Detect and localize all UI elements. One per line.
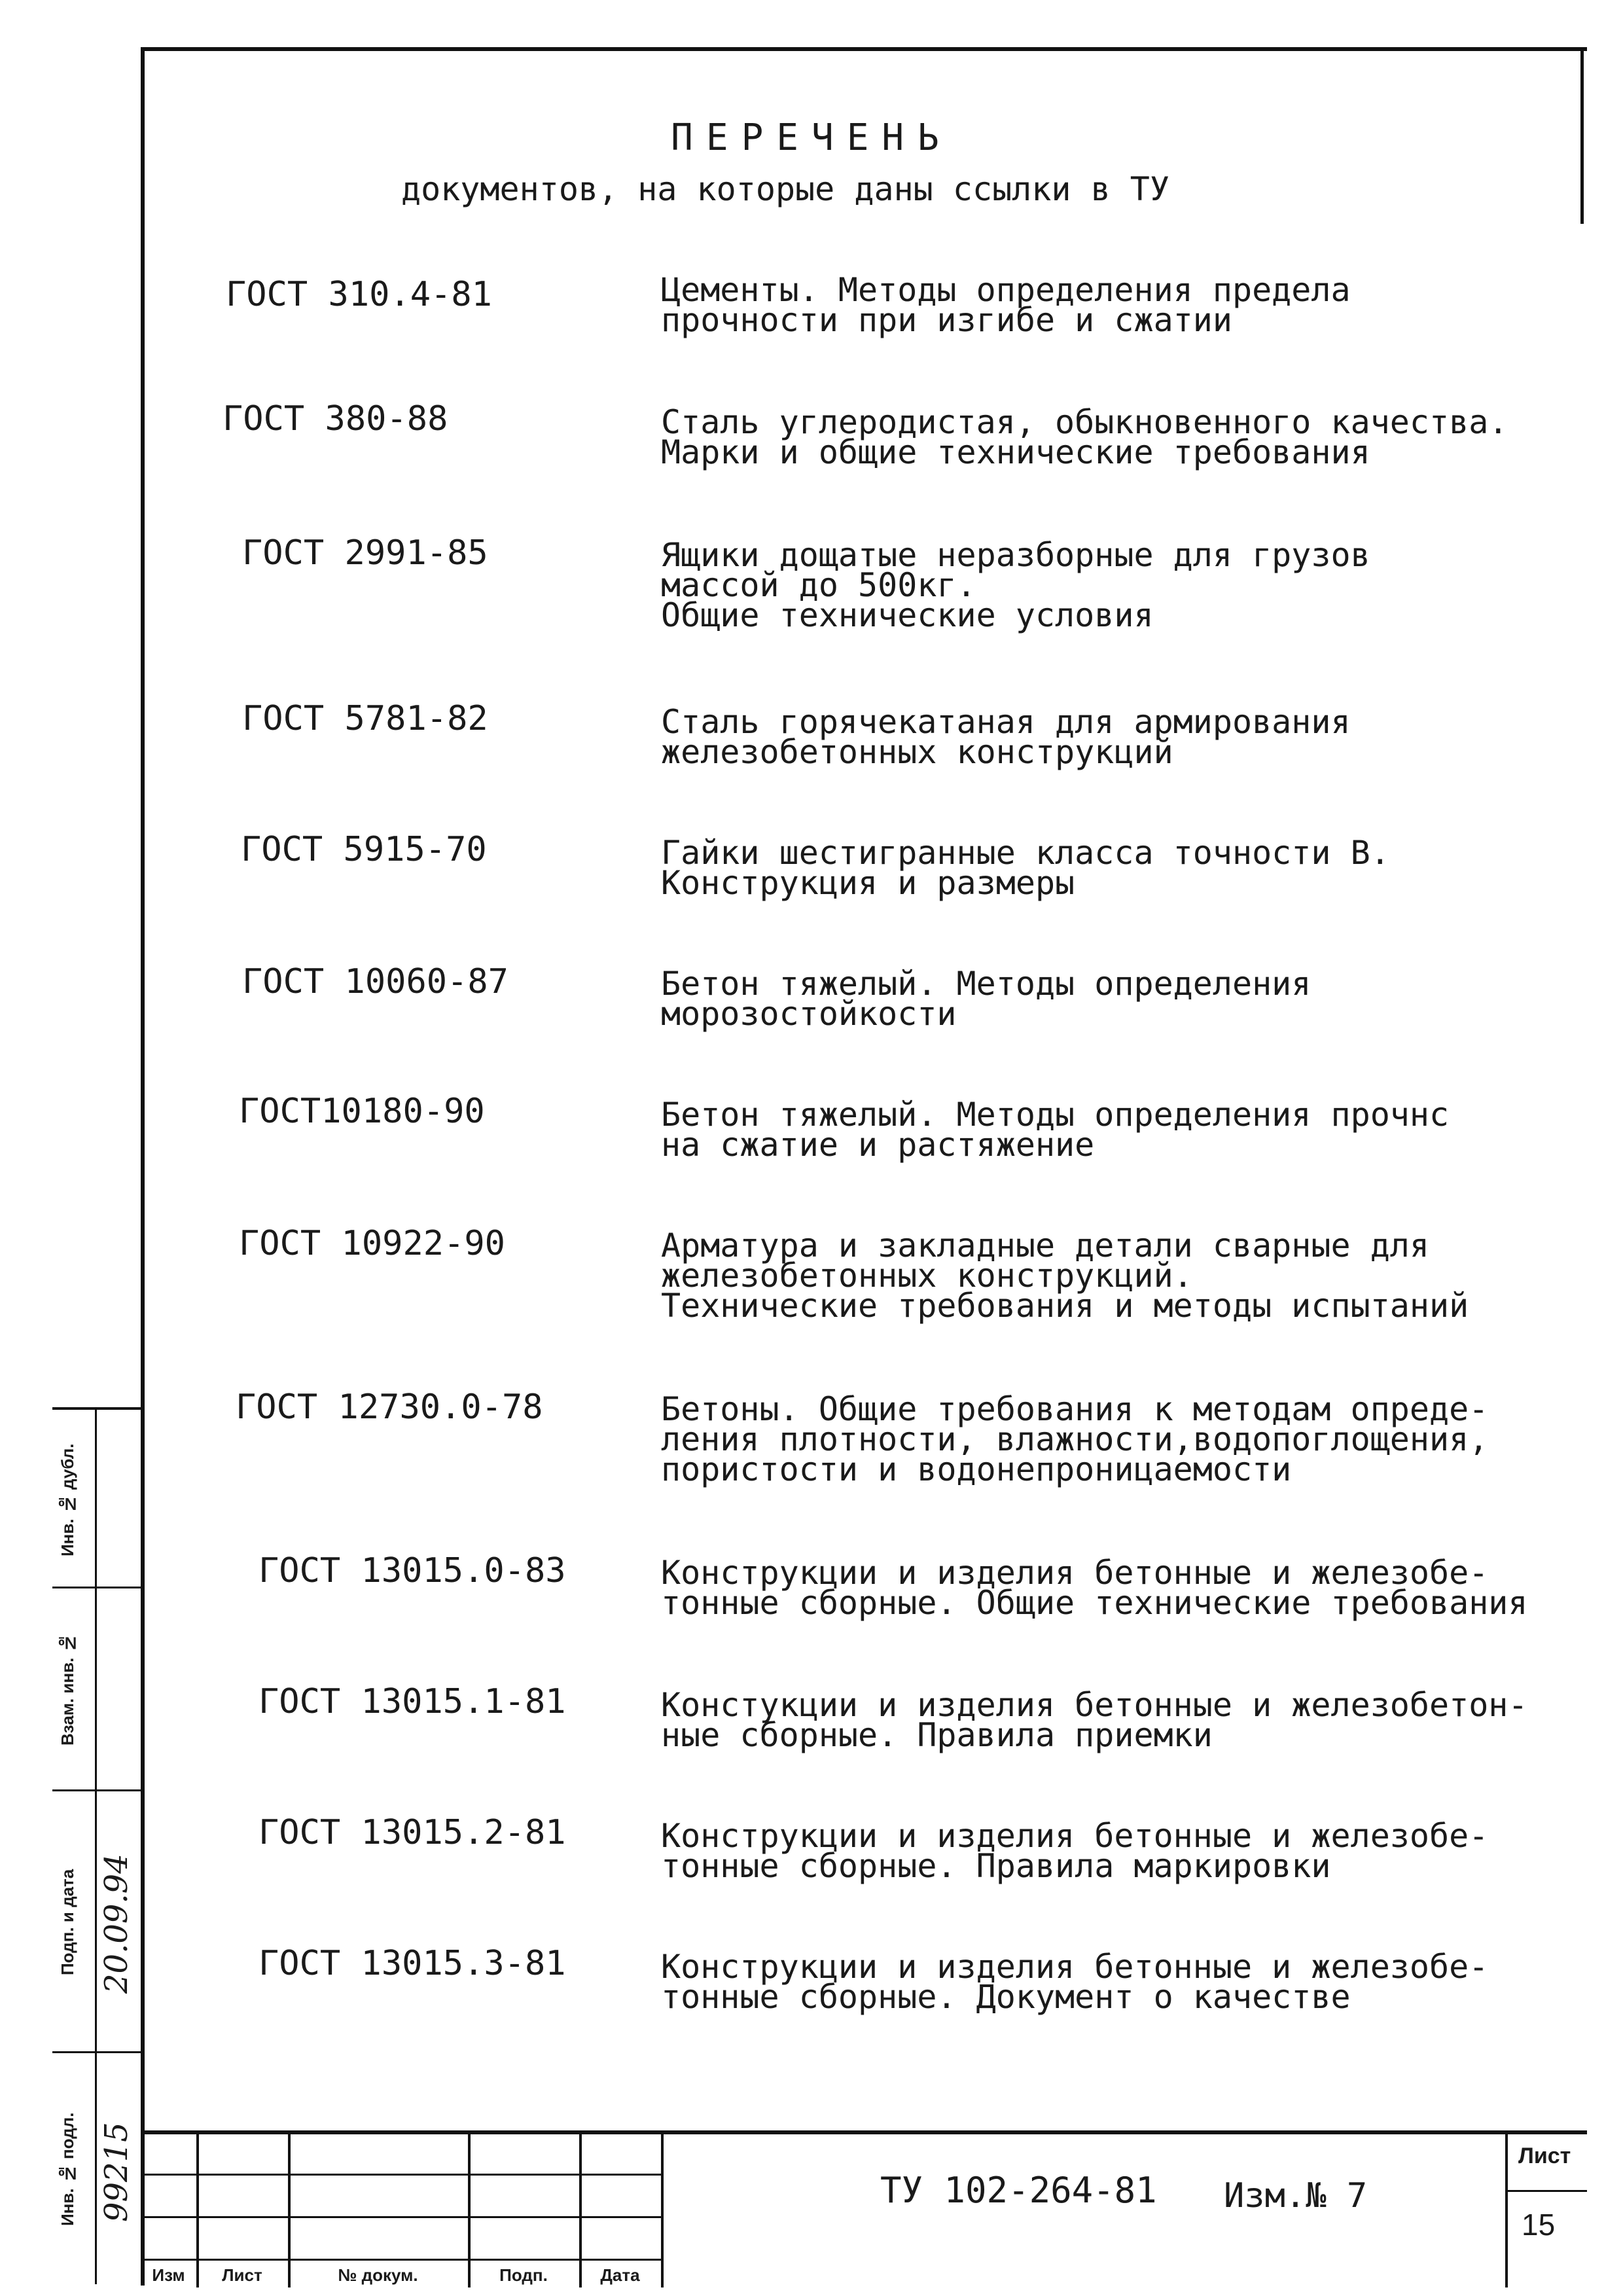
title-block-rule xyxy=(579,2134,582,2287)
entry-code: ГОСТ 12730.0-78 xyxy=(236,1388,543,1427)
side-label-vzam-inv: Взам. инв. № xyxy=(58,1633,77,1746)
entry-desc: Сталь углеродистая, обыкновенного качества. Марки и общие технические требования xyxy=(661,403,1508,471)
handwritten-sign-date: 20.09.94 xyxy=(98,1854,135,1994)
change-number: Изм.№ 7 xyxy=(1224,2176,1368,2215)
side-label-inv-podl: Инв. № подл. xyxy=(58,2112,77,2226)
document-subtitle: документов, на которые даны ссылки в ТУ xyxy=(401,170,1169,208)
tb-header-sign: Подп. xyxy=(499,2265,548,2285)
entry-desc: Бетоны. Общие требования к методам опреде- ления плотности, влажности,водопоглощения, пористости и водонепроницаемости xyxy=(661,1390,1489,1488)
entry-code: ГОСТ 13015.2-81 xyxy=(259,1813,566,1852)
entry-desc: Бетон тяжелый. Методы определения морозостойкости xyxy=(661,965,1311,1033)
entry-code: ГОСТ 5781-82 xyxy=(242,699,488,738)
entry-code: ГОСТ 10060-87 xyxy=(242,962,508,1001)
handwritten-inv-no: 99215 xyxy=(98,2122,135,2223)
side-stamp xyxy=(52,1407,141,2284)
title-block-rule xyxy=(1505,2134,1508,2287)
sheet-number: 15 xyxy=(1522,2208,1556,2242)
side-stamp-divider xyxy=(52,1587,141,1588)
title-block-rule xyxy=(288,2134,291,2287)
tb-header-izm: Изм xyxy=(152,2265,185,2285)
entry-desc: Сталь горячекатаная для армирования железобетонных конструкций xyxy=(661,703,1351,771)
entry-code: ГОСТ 5915-70 xyxy=(241,830,487,869)
entry-code: ГОСТ 13015.1-81 xyxy=(259,1682,566,1721)
title-block-rule xyxy=(141,2174,661,2176)
title-block-rule xyxy=(141,2216,661,2218)
entry-code: ГОСТ 380-88 xyxy=(223,399,448,439)
entry-desc: Цементы. Методы определения предела прочности при изгибе и сжатии xyxy=(661,271,1351,339)
entry-code: ГОСТ 310.4-81 xyxy=(226,275,492,314)
entry-code: ГОСТ 2991-85 xyxy=(242,533,488,573)
entry-code: ГОСТ 13015.0-83 xyxy=(259,1551,566,1590)
document-title: ПЕРЕЧЕНЬ xyxy=(671,117,952,159)
entry-desc: Бетон тяжелый. Методы определения прочнс на сжатие и растяжение xyxy=(661,1096,1450,1164)
entry-desc: Конструкции и изделия бетонные и железобе- тонные сборные. Документ о качестве xyxy=(661,1948,1489,2016)
tb-header-list: Лист xyxy=(222,2265,262,2285)
title-block-rule xyxy=(141,2259,661,2261)
title-block-rule xyxy=(661,2134,664,2287)
side-label-sign-date: Подп. и дата xyxy=(58,1869,77,1975)
side-label-inv-dubl: Инв. № дубл. xyxy=(58,1443,77,1556)
entry-desc: Гайки шестигранные класса точности В. Конструкция и размеры xyxy=(661,834,1390,902)
sheet-label: Лист xyxy=(1518,2144,1571,2168)
entry-desc: Конструкции и изделия бетонные и железобе- тонные сборные. Общие технические требования xyxy=(661,1554,1528,1622)
title-block xyxy=(141,2130,1587,2287)
title-block-rule xyxy=(196,2134,199,2287)
tb-header-date: Дата xyxy=(600,2265,640,2285)
title-block-rule xyxy=(468,2134,471,2287)
entry-desc: Ящики дощатые неразборные для грузов массой до 500кг. Общие технические условия xyxy=(661,536,1370,634)
side-stamp-divider xyxy=(52,1789,141,1791)
entry-desc: Констукции и изделия бетонные и железобетон- ные сборные. Правила приемки xyxy=(661,1686,1528,1754)
document-designation: ТУ 102-264-81 xyxy=(880,2170,1157,2211)
entry-desc: Арматура и закладные детали сварные для железобетонных конструкций. Технические требования и методы испытаний xyxy=(661,1227,1469,1325)
entry-code: ГОСТ 10922-90 xyxy=(239,1224,505,1263)
entry-code: ГОСТ10180-90 xyxy=(239,1092,485,1131)
side-stamp-divider xyxy=(95,1410,97,2284)
title-block-rule xyxy=(1505,2190,1587,2192)
entry-desc: Конструкции и изделия бетонные и железобе- тонные сборные. Правила маркировки xyxy=(661,1817,1489,1885)
tb-header-doc-no: № докум. xyxy=(338,2265,418,2285)
entry-code: ГОСТ 13015.3-81 xyxy=(259,1944,566,1983)
side-stamp-divider xyxy=(52,2051,141,2053)
